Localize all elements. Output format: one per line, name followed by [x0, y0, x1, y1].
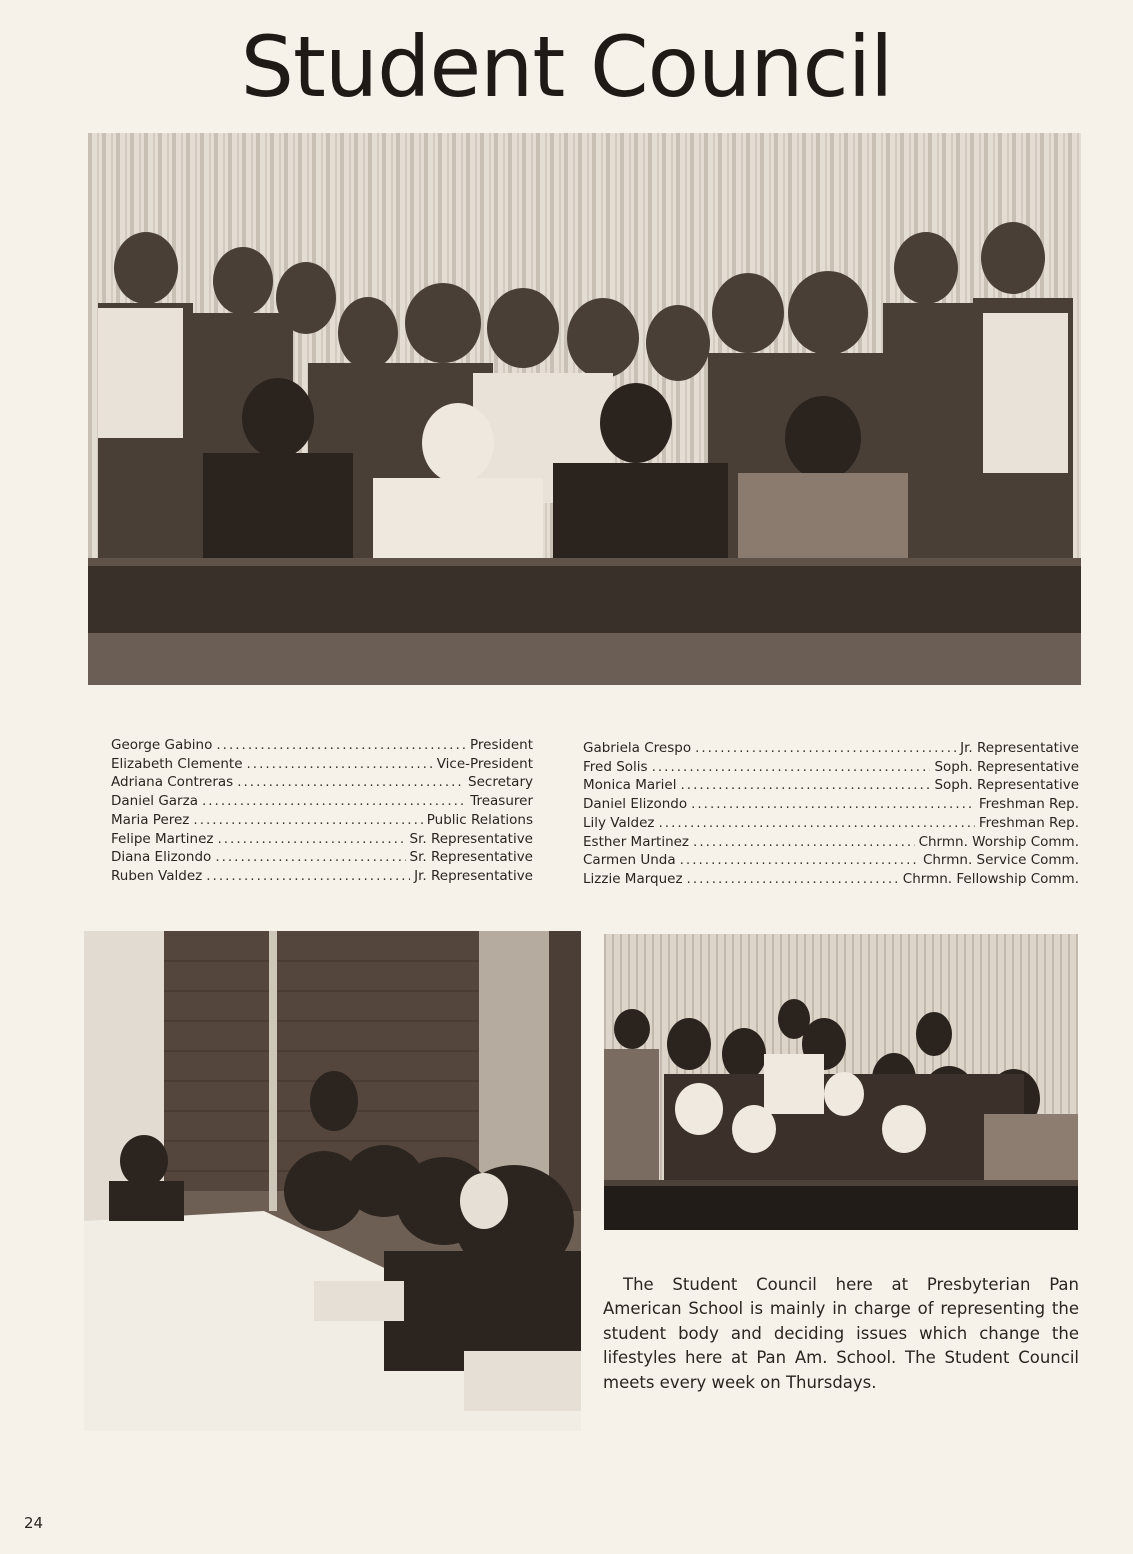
roster-row	[583, 814, 1079, 833]
member-name: Esther Martinez	[583, 833, 690, 850]
member-role: Secretary	[468, 774, 533, 791]
leader-dots	[695, 739, 956, 758]
roster-row	[583, 851, 1079, 870]
leader-dots	[247, 755, 433, 774]
member-name: Carmen Unda	[583, 852, 676, 869]
member-name: Lizzie Marquez	[583, 870, 683, 887]
roster-row	[583, 758, 1079, 777]
leader-dots	[193, 811, 422, 830]
leader-dots	[206, 867, 410, 886]
member-role: Chrmn. Service Comm.	[922, 852, 1079, 869]
member-name: Gabriela Crespo	[583, 740, 692, 756]
roster-row	[583, 795, 1079, 814]
roster-row	[583, 870, 1079, 889]
member-role: Vice-President	[436, 755, 533, 772]
member-role: Chrmn. Fellowship Comm.	[902, 870, 1079, 887]
member-name: Elizabeth Clemente	[111, 755, 243, 772]
member-role: Sr. Representative	[409, 849, 533, 866]
member-role: Soph. Representative	[934, 758, 1079, 775]
page-title: Student Council	[240, 18, 893, 116]
leader-dots	[217, 830, 405, 849]
roster-right	[583, 739, 1079, 889]
roster-row	[111, 867, 533, 886]
leader-dots	[691, 795, 975, 814]
member-role: Soph. Representative	[934, 777, 1079, 794]
leader-dots	[693, 833, 915, 852]
member-role: Jr. Representative	[960, 740, 1079, 756]
roster-row	[111, 736, 533, 755]
meeting-photo	[84, 931, 581, 1431]
member-role: Sr. Representative	[409, 830, 533, 847]
caption-paragraph: The Student Council here at Presbyterian Pan American School is mainly in charge of representing the student body and deciding issues which change the lifestyles here at Pan Am. School. The Student Council meets every week on Thursdays.	[603, 1274, 1079, 1392]
roster-row	[111, 792, 533, 811]
member-name: Maria Perez	[111, 811, 190, 828]
leader-dots	[202, 792, 466, 811]
leader-dots	[652, 758, 931, 777]
roster-row	[111, 755, 533, 774]
roster-row	[111, 830, 533, 849]
group-fun-photo	[604, 934, 1078, 1230]
leader-dots	[237, 773, 464, 792]
member-role: Treasurer	[470, 793, 533, 810]
member-role: Public Relations	[426, 811, 533, 828]
member-role: Chrmn. Worship Comm.	[918, 833, 1079, 850]
roster-left	[111, 736, 533, 886]
member-role: Freshman Rep.	[978, 814, 1079, 831]
member-name: Daniel Garza	[111, 793, 198, 810]
roster-row	[111, 848, 533, 867]
leader-dots	[216, 736, 466, 755]
leader-dots	[680, 776, 930, 795]
roster-row	[583, 833, 1079, 852]
leader-dots	[658, 814, 974, 833]
roster-row	[583, 739, 1079, 758]
member-name: Ruben Valdez	[111, 867, 203, 884]
member-name: Fred Solis	[583, 758, 648, 775]
member-name: Lily Valdez	[583, 814, 655, 831]
leader-dots	[687, 870, 899, 889]
leader-dots	[680, 851, 919, 870]
roster-row	[111, 811, 533, 830]
member-name: Felipe Martinez	[111, 830, 214, 847]
member-name: Diana Elizondo	[111, 849, 212, 866]
leader-dots	[215, 848, 405, 867]
roster-row	[583, 776, 1079, 795]
member-role: Freshman Rep.	[978, 796, 1079, 813]
roster-row	[111, 773, 533, 792]
member-name: Monica Mariel	[583, 777, 677, 794]
group-photo	[88, 133, 1081, 685]
page-number: 24	[24, 1514, 44, 1532]
member-role: President	[470, 737, 533, 753]
member-name: George Gabino	[111, 737, 213, 753]
member-role: Jr. Representative	[414, 867, 533, 884]
member-name: Adriana Contreras	[111, 774, 234, 791]
member-name: Daniel Elizondo	[583, 796, 688, 813]
